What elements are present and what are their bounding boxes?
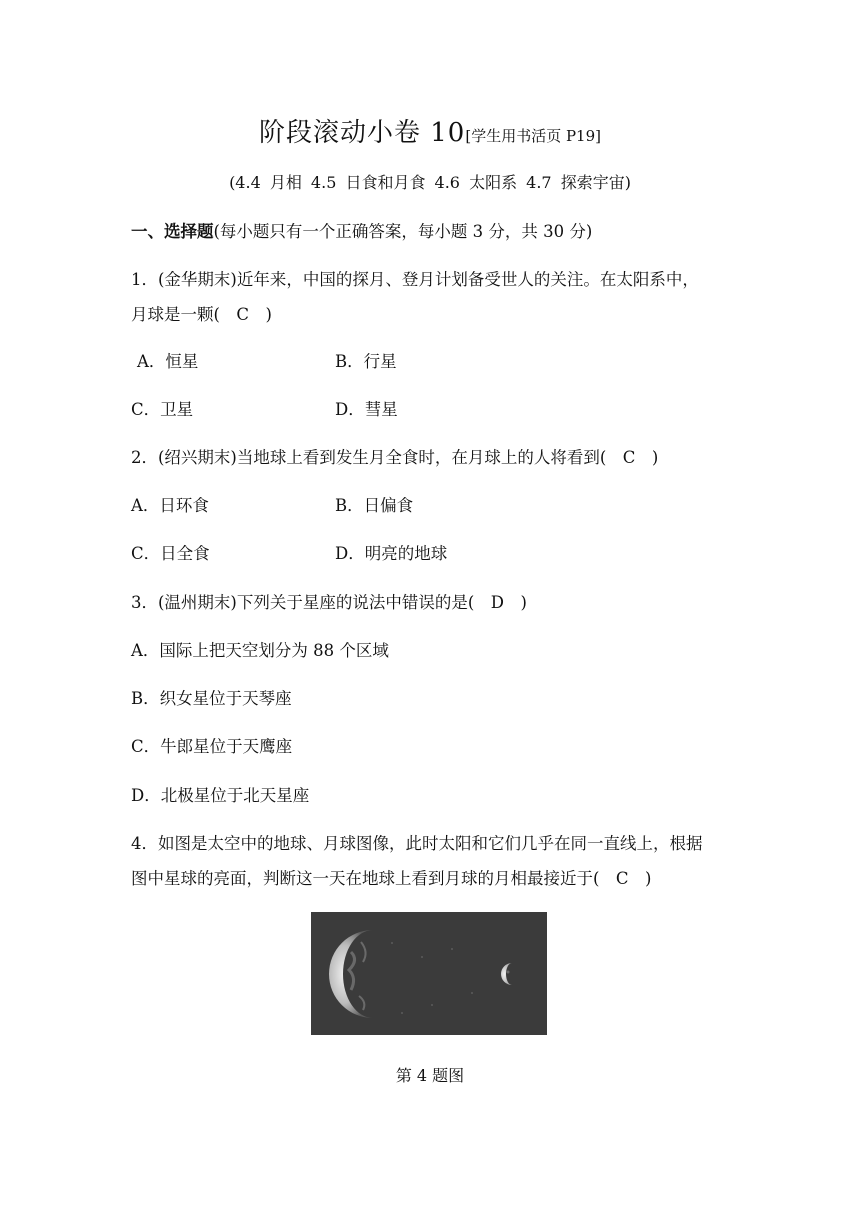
q2-option-c: C．日全食 (131, 544, 210, 563)
q2-option-a: A．日环食 (131, 496, 209, 515)
question-3-line-1: 3．(温州期末)下列关于星座的说法中错误的是( D ) (131, 593, 527, 612)
q3-option-a: A．国际上把天空划分为 88 个区域 (131, 641, 389, 660)
topic-subtitle: (4.4 月相 4.5 日食和月食 4.6 太阳系 4.7 探索宇宙) (229, 173, 631, 192)
figure-caption: 第 4 题图 (395, 1066, 465, 1085)
question-1-line-2: 月球是一颗( C ) (131, 305, 272, 324)
earth-moon-image (311, 912, 547, 1035)
section-note: (每小题只有一个正确答案，每小题 3 分，共 30 分) (213, 222, 593, 241)
question-4-line-1: 4．如图是太空中的地球、月球图像，此时太阳和它们几乎在同一直线上，根据 (131, 834, 703, 853)
title-ref: [学生用书活页 P19] (465, 127, 601, 145)
earth-moon-photo (311, 912, 547, 1035)
question-2-line-1: 2．(绍兴期末)当地球上看到发生月全食时，在月球上的人将看到( C ) (131, 448, 659, 467)
q1-option-d: D．彗星 (335, 400, 398, 419)
q3-option-d: D．北极星位于北天星座 (131, 786, 310, 805)
q1-option-c: C．卫星 (131, 400, 194, 419)
section-heading: 一、选择题 (131, 222, 214, 241)
title-main: 阶段滚动小卷 10 (258, 118, 466, 148)
q3-option-b: B．织女星位于天琴座 (131, 689, 292, 708)
q3-option-c: C．牛郎星位于天鹰座 (131, 737, 293, 756)
q2-option-d: D．明亮的地球 (335, 544, 448, 563)
q1-option-b: B．行星 (335, 352, 397, 371)
question-1-line-1: 1．(金华期末)近年来，中国的探月、登月计划备受世人的关注。在太阳系中， (131, 270, 699, 289)
page-title (0, 112, 860, 149)
q1-option-a: A．恒星 (137, 352, 199, 371)
question-4-line-2: 图中星球的亮面，判断这一天在地球上看到月球的月相最接近于( C ) (131, 869, 652, 888)
q2-option-b: B．日偏食 (335, 496, 414, 515)
section-heading-line (131, 218, 592, 242)
